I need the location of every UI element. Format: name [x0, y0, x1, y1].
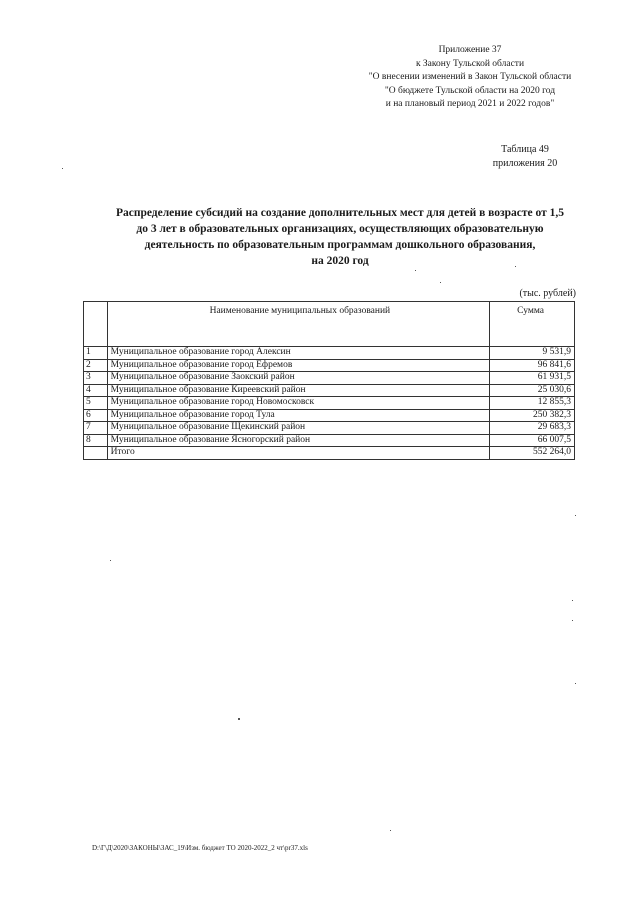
row-municipality: Муниципальное образование город Алексин — [107, 347, 489, 360]
appendix-line-1: Приложение 37 — [438, 45, 502, 55]
scan-speck — [440, 282, 441, 283]
file-path-footer: D:\Г\Д\2020\ЗАКОНЫ\ЗАС_19\Изм. бюджет ТО 2020-2022_2 чт\pr37.xls — [92, 844, 308, 852]
row-amount: 61 931,5 — [490, 372, 575, 385]
row-municipality: Муниципальное образование Заокский район — [107, 372, 489, 385]
scan-speck — [572, 620, 573, 621]
appendix-line-4: "О бюджете Тульской области на 2020 год — [384, 85, 556, 96]
table-row — [84, 384, 575, 397]
appendix-header — [340, 44, 600, 112]
table-appendix: приложения 20 — [492, 158, 558, 169]
row-number: 3 — [84, 372, 108, 385]
row-municipality: Муниципальное образование город Ефремов — [107, 359, 489, 372]
units-label: (тыс. рублей) — [519, 288, 576, 299]
scan-speck — [110, 560, 111, 561]
row-number: 5 — [84, 397, 108, 410]
appendix-line-5: и на плановый период 2021 и 2022 годов" — [385, 99, 555, 109]
row-number: 4 — [84, 384, 108, 397]
row-number: 1 — [84, 347, 108, 360]
row-amount: 9 531,9 — [490, 347, 575, 360]
row-amount: 66 007,5 — [490, 434, 575, 447]
scan-speck — [572, 600, 573, 601]
row-amount: 25 030,6 — [490, 384, 575, 397]
scan-speck — [515, 266, 516, 267]
table-header-row — [84, 302, 575, 347]
row-municipality: Муниципальное образование Ясногорский район — [107, 434, 489, 447]
total-row — [84, 447, 575, 460]
table-number: Таблица 49 — [501, 144, 549, 155]
table-row — [84, 409, 575, 422]
header-sum-cell: Сумма — [490, 302, 575, 347]
row-amount: 250 382,3 — [490, 409, 575, 422]
row-municipality: Муниципальное образование Киреевский район — [107, 384, 489, 397]
scan-speck — [62, 168, 63, 169]
header-name-cell: Наименование муниципальных образований — [107, 302, 489, 347]
table-row — [84, 372, 575, 385]
table-row — [84, 359, 575, 372]
row-municipality: Муниципальное образование Щекинский район — [107, 422, 489, 435]
appendix-line-3: "О внесении изменений в Закон Тульской области — [368, 72, 572, 82]
scan-speck — [575, 683, 576, 684]
row-amount: 96 841,6 — [490, 359, 575, 372]
table-row — [84, 347, 575, 360]
title-line-3: деятельность по образовательным программам дошкольного образования, — [144, 239, 536, 251]
row-municipality: Муниципальное образование город Тула — [107, 409, 489, 422]
row-amount: 29 683,3 — [490, 422, 575, 435]
scan-speck — [415, 270, 416, 271]
table-row — [84, 434, 575, 447]
row-number: 2 — [84, 359, 108, 372]
header-num-cell — [84, 302, 108, 347]
title-line-4: на 2020 год — [311, 255, 369, 267]
total-label: Итого — [107, 447, 489, 460]
scan-speck — [390, 830, 391, 831]
scan-speck — [575, 515, 576, 516]
row-amount: 12 855,3 — [490, 397, 575, 410]
subsidy-table — [83, 301, 575, 460]
table-row — [84, 422, 575, 435]
total-num-cell — [84, 447, 108, 460]
title-line-1: Распределение субсидий на создание дополнительных мест для детей в возрасте от 1,5 — [115, 207, 565, 219]
scan-speck — [238, 718, 240, 720]
row-number: 7 — [84, 422, 108, 435]
row-municipality: Муниципальное образование город Новомосковск — [107, 397, 489, 410]
table-row — [84, 397, 575, 410]
row-number: 8 — [84, 434, 108, 447]
row-number: 6 — [84, 409, 108, 422]
document-title — [80, 205, 600, 269]
title-line-2: до 3 лет в образовательных организациях, осуществляющих образовательную — [136, 223, 544, 235]
total-amount: 552 264,0 — [490, 447, 575, 460]
table-reference — [470, 143, 580, 171]
appendix-line-2: к Закону Тульской области — [415, 58, 525, 69]
